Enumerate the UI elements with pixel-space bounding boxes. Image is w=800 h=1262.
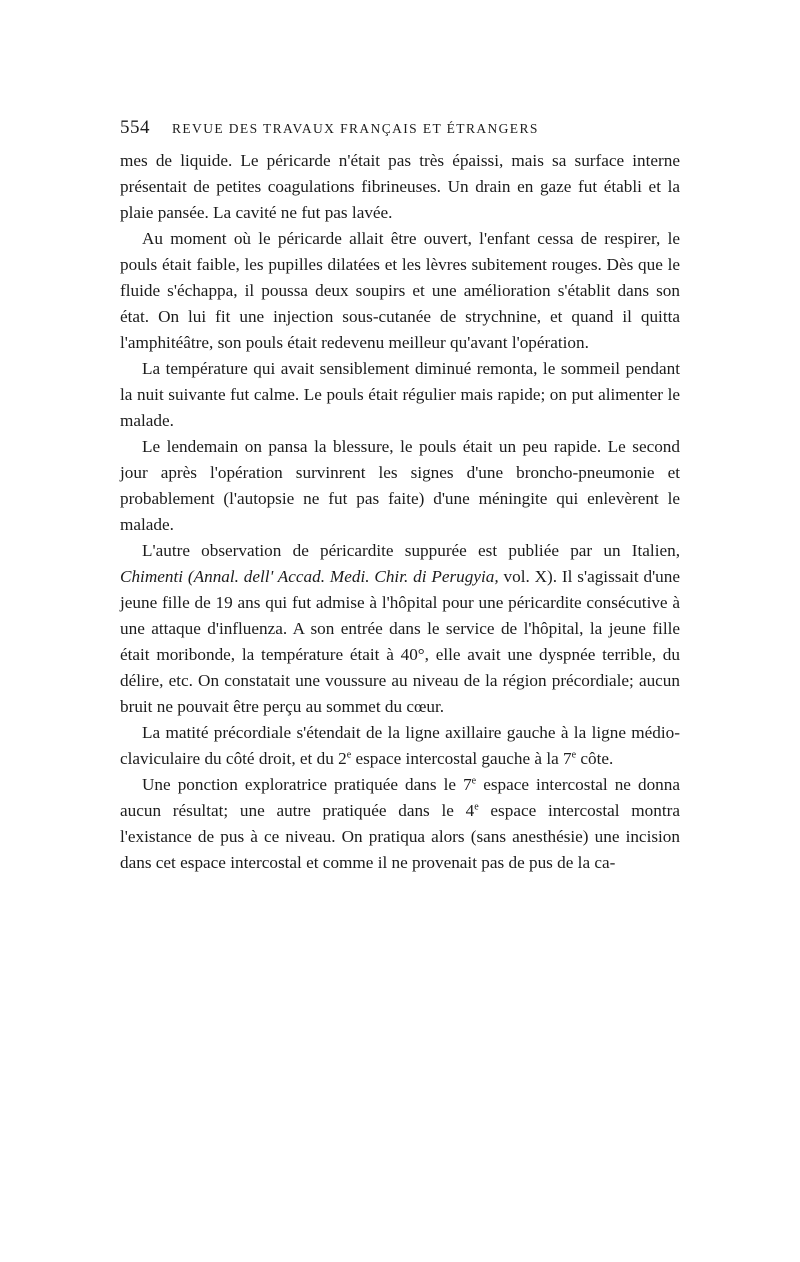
body-text <box>120 148 680 876</box>
paragraph-text: côte. <box>576 749 614 768</box>
paragraph-next-day <box>120 434 680 538</box>
ordinal-superscript: e <box>474 801 479 813</box>
page-number: 554 <box>120 117 150 138</box>
paragraph-ponction <box>120 772 680 876</box>
paragraph-continuation <box>120 148 680 226</box>
paragraph-observation <box>120 538 680 720</box>
paragraph-temperature <box>120 356 680 434</box>
citation-italic: Chimenti (Annal. dell' Accad. Medi. Chir. di Perugyia, <box>120 567 499 586</box>
paragraph-text: mes de liquide. Le péricarde n'était pas très épaissi, mais sa surface interne présentait de petites coagulations fibrineuses. Un drain en gaze fut établi et la plaie pansée. La cavité ne fut pas lavée. <box>120 151 680 222</box>
ordinal-superscript: e <box>571 749 577 761</box>
ordinal-superscript: e <box>346 749 352 761</box>
paragraph-text: espace intercostal ne donna aucun résultat; une autre pratiquée dans le 4 <box>120 775 680 820</box>
ordinal-superscript: e <box>471 775 477 787</box>
paragraph-text: espace intercostal gauche à la 7 <box>351 749 572 768</box>
paragraph-matite <box>120 720 680 772</box>
paragraph-text: La matité précordiale s'étendait de la ligne axillaire gauche à la ligne médio-claviculaire du côté droit, et du 2 <box>120 723 680 768</box>
paragraph-text: espace intercostal montra l'existance de pus à ce niveau. On pratiqua alors (sans anesthésie) une incision dans cet espace intercostal et comme il ne provenait pas de pus de la ca- <box>120 801 680 872</box>
paragraph-text: Une ponction exploratrice pratiquée dans le 7 <box>142 775 472 794</box>
paragraph-text: La température qui avait sensiblement diminué remonta, le sommeil pendant la nuit suivante fut calme. Le pouls était régulier mais rapide; on put alimenter le malade. <box>120 359 680 430</box>
page-header <box>120 117 680 139</box>
running-title: REVUE DES TRAVAUX FRANÇAIS ET ÉTRANGERS <box>172 121 539 136</box>
paragraph-text: L'autre observation de péricardite suppurée est publiée par un Italien, <box>142 541 680 560</box>
paragraph-text: vol. X). Il s'agissait d'une jeune fille de 19 ans qui fut admise à l'hôpital pour une péricardite consécutive à une attaque d'influenza. A son entrée dans le service de l'hôpital, la jeune fille était moribonde, la température était à 40°, elle avait une dyspnée terrible, du délire, etc. On constatait une voussure au niveau de la région précordiale; aucun bruit ne pouvait être perçu au sommet du cœur. <box>120 567 680 716</box>
paragraph-text: Au moment où le péricarde allait être ouvert, l'enfant cessa de respirer, le pouls était faible, les pupilles dilatées et les lèvres subitement rouges. Dès que le fluide s'échappa, il poussa deux soupirs et une amélioration s'établit dans son état. On lui fit une injection sous-cutanée de strychnine, et quand il quitta l'amphitéâtre, son pouls était redevenu meilleur qu'avant l'opération. <box>120 229 680 352</box>
paragraph-text: Le lendemain on pansa la blessure, le pouls était un peu rapide. Le second jour après l'opération survinrent les signes d'une broncho-pneumonie et probablement (l'autopsie ne fut pas faite) d'une méningite qui enlevèrent le malade. <box>120 437 680 534</box>
paragraph-operation <box>120 226 680 356</box>
